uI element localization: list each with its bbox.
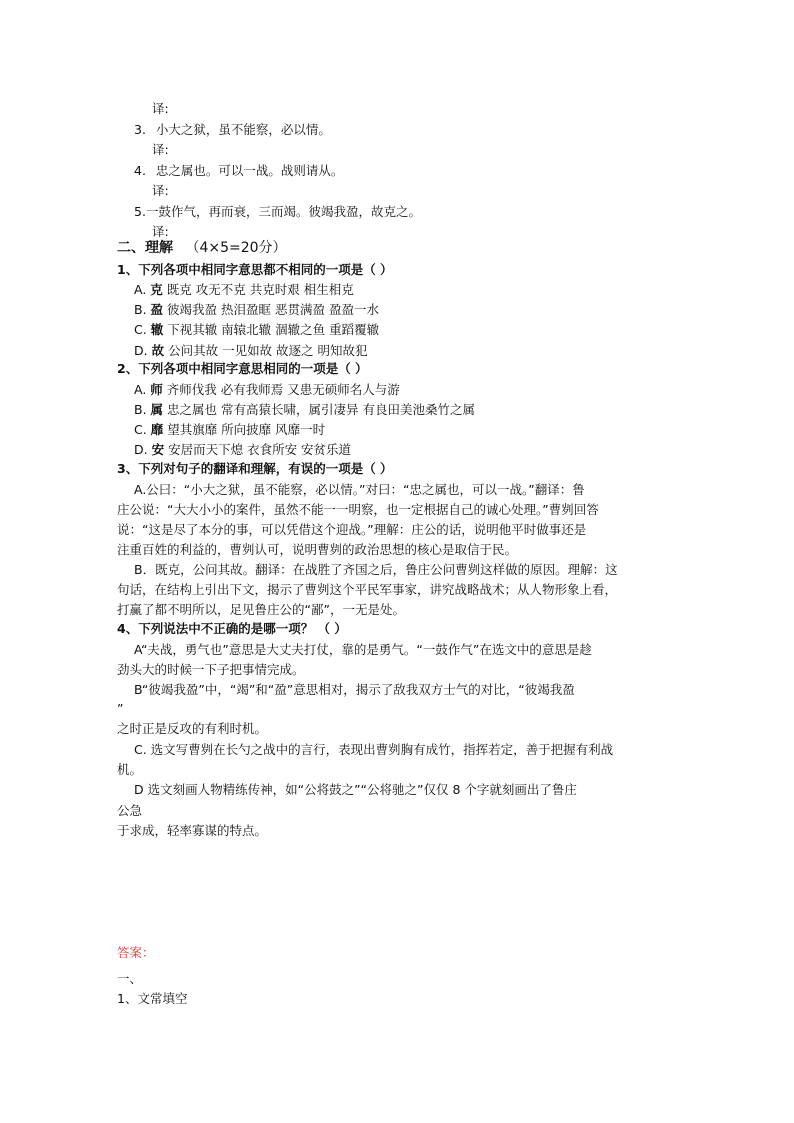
option-text: 齐师伐我 必有我师焉 又患无硕师名人与游	[166, 382, 400, 397]
option-text: 彼竭我盈 热泪盈眶 恶贯满盈 盈盈一水	[167, 302, 379, 317]
translate-item-3	[134, 122, 331, 138]
option-letter: D.	[134, 442, 148, 457]
option-row	[134, 422, 325, 438]
option-text: 公问其故 一见如故 故逐之 明知故犯	[168, 343, 368, 358]
question-4-stem: 4、下列说法中不正确的是哪一项？ （ ）	[117, 621, 347, 636]
translate-label: 译:	[152, 224, 169, 239]
option-key: 辙	[150, 322, 164, 337]
paragraph-line: A“夫战，勇气也”意思是大丈夫打仗，靠的是勇气。“一鼓作气”在选文中的意思是趁	[134, 642, 592, 657]
item-number: 5.	[134, 204, 146, 219]
option-row	[134, 282, 354, 298]
option-row	[134, 442, 351, 458]
paragraph-line: ”	[117, 701, 124, 716]
translate-item-4	[134, 163, 343, 179]
item-text: 一鼓作气，再而衰，三而竭。彼竭我盈，故克之。	[145, 204, 421, 219]
section-score: （4×5=20分）	[185, 240, 287, 256]
paragraph-line: B“彼竭我盈”中，“竭”和“盈”意思相对，揭示了敌我双方士气的对比，“彼竭我盈	[134, 682, 575, 697]
section-title: 二、理解	[117, 240, 173, 256]
paragraph-line: 打赢了都不明所以，足见鲁庄公的“鄙”，一无是处。	[117, 602, 405, 617]
answers-item: 1、文常填空	[117, 991, 188, 1006]
answers-title: 答案：	[117, 945, 155, 960]
option-key: 克	[150, 282, 163, 297]
paragraph-line: 说：“这是尽了本分的事，可以凭借这个迎战。”理解：庄公的话，说明他平时做事还是	[117, 522, 587, 537]
option-text: 忠之属也 常有高猿长啸，属引凄异 有良田美池桑竹之属	[167, 402, 475, 417]
option-letter: C.	[134, 422, 147, 437]
paragraph-line: 机。	[117, 762, 143, 777]
option-text: 既克 攻无不克 共克时艰 相生相克	[166, 282, 354, 297]
paragraph-line: D 选文刻画人物精练传神，如“公将鼓之”“公将驰之”仅仅 8 个字就刻画出了鲁庄	[134, 782, 577, 797]
paragraph-line: 于求成，轻率寡谋的特点。	[117, 823, 268, 838]
translate-label: 译:	[152, 142, 169, 157]
question-1-stem: 1、下列各项中相同字意思都不相同的一项是（ ）	[117, 262, 393, 277]
paragraph-line: 公急	[117, 803, 143, 818]
option-key: 师	[150, 382, 163, 397]
section-heading	[117, 240, 287, 256]
option-key: 属	[150, 402, 164, 417]
question-3-stem: 3、下列对句子的翻译和理解，有误的一项是（ ）	[117, 461, 393, 476]
option-key: 故	[151, 343, 165, 358]
option-letter: B.	[134, 302, 147, 317]
option-row	[134, 343, 368, 359]
option-key: 盈	[150, 302, 164, 317]
paragraph-line: 之时正是反攻的有利时机。	[117, 721, 268, 736]
option-letter: B.	[134, 402, 147, 417]
paragraph-line: 句话，在结构上引出下文，揭示了曹刿这个平民军事家，讲究战略战术；从人物形象上看，	[117, 582, 618, 597]
paragraph-line: 庄公说：“大大小小的案件，虽然不能一一明察，也一定根据自己的诚心处理。”曹刿回答	[117, 502, 599, 517]
option-text: 望其旗靡 所向披靡 风靡一时	[167, 422, 326, 437]
paragraph-line: 劲头大的时候一下子把事情完成。	[117, 662, 305, 677]
translate-label: 译:	[152, 183, 169, 198]
option-row	[134, 322, 379, 338]
option-letter: A.	[134, 382, 147, 397]
paragraph-line: B．既克，公问其故。翻译：在战胜了齐国之后，鲁庄公问曹刿这样做的原因。理解：这	[134, 562, 618, 577]
option-letter: A.	[134, 282, 147, 297]
option-letter: D.	[134, 343, 148, 358]
option-key: 靡	[150, 422, 164, 437]
paragraph-line: A.公曰：“小大之狱，虽不能察，必以情。”对曰：“忠之属也，可以一战。”翻译：鲁	[134, 482, 585, 497]
item-number: 4.	[134, 163, 146, 178]
item-text: 小大之狱，虽不能察，必以情。	[155, 122, 331, 137]
option-row	[134, 402, 475, 418]
option-row	[134, 302, 379, 318]
option-key: 安	[151, 442, 165, 457]
option-row	[134, 382, 400, 398]
answers-part: 一、	[117, 971, 143, 986]
translate-item-5	[134, 204, 421, 220]
option-letter: C.	[134, 322, 147, 337]
item-number: 3.	[134, 122, 146, 137]
paragraph-line: C. 选文写曹刿在长勺之战中的言行，表现出曹刿胸有成竹，指挥若定，善于把握有利战	[134, 742, 614, 757]
question-2-stem: 2、下列各项中相同字意思相同的一项是（ ）	[117, 361, 368, 376]
paragraph-line: 注重百姓的利益的，曹刿认可，说明曹刿的政治思想的核心是取信于民。	[117, 542, 518, 557]
option-text: 下视其辙 南辕北辙 涸辙之鱼 重蹈覆辙	[167, 322, 380, 337]
translate-label: 译:	[152, 101, 169, 116]
item-text: 忠之属也。可以一战。战则请从。	[155, 163, 344, 178]
option-text: 安居而天下熄 衣食所安 安贫乐道	[168, 442, 352, 457]
